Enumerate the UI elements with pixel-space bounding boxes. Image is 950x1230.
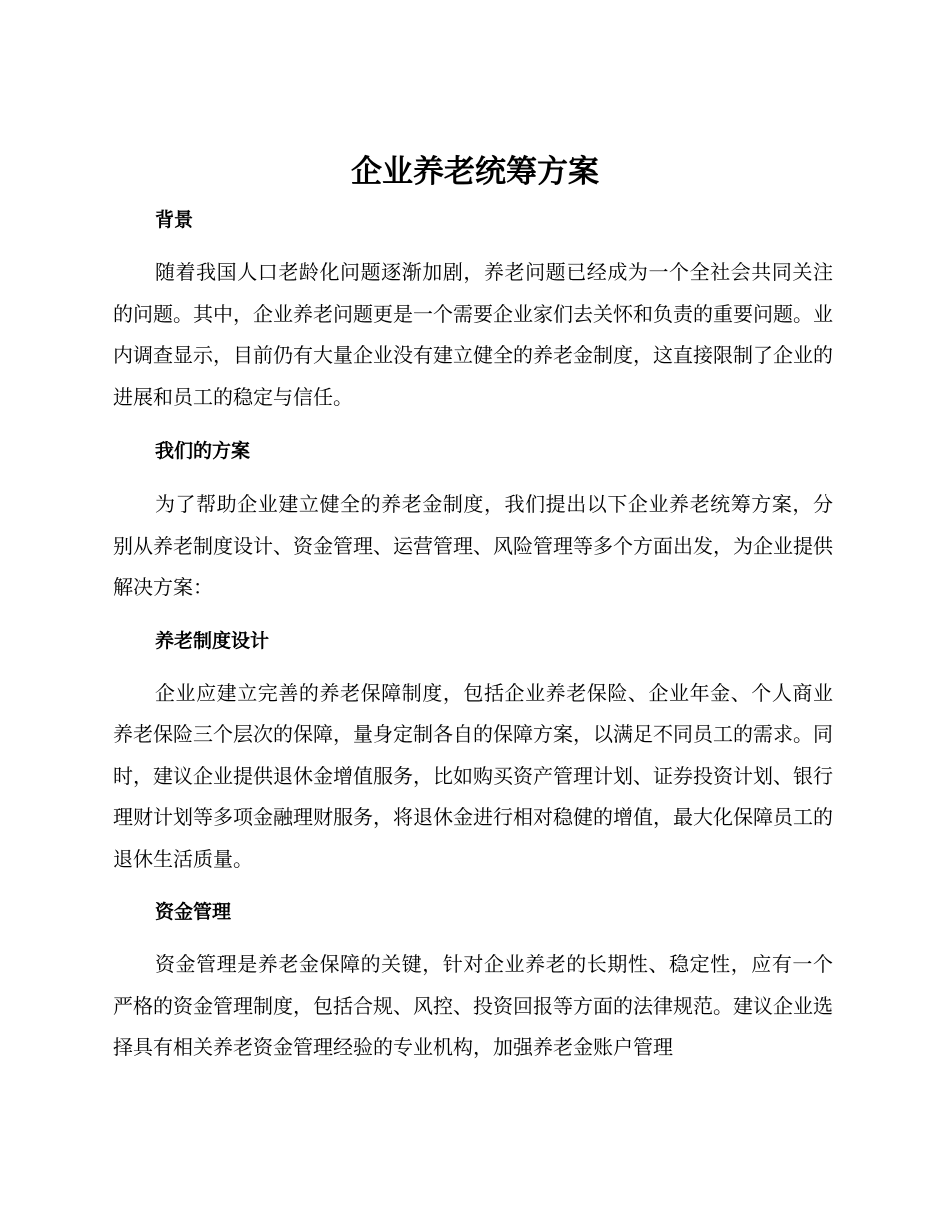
- section-paragraph-background: 随着我国人口老龄化问题逐渐加剧，养老问题已经成为一个全社会共同关注的问题。其中，企业养老问题更是一个需要企业家们去关怀和负责的重要问题。业内调查显示，目前仍有大量企业没有建立健全的养老金制度，这直接限制了企业的进展和员工的稳定与信任。: [113, 260, 833, 409]
- section-heading-fund-management: 资金管理: [155, 901, 232, 923]
- document-title: 企业养老统筹方案: [351, 154, 599, 190]
- section-heading-our-plan: 我们的方案: [155, 440, 251, 462]
- section-paragraph-pension-design: 企业应建立完善的养老保障制度，包括企业养老保险、企业年金、个人商业养老保险三个层次的保障，量身定制各自的保障方案，以满足不同员工的需求。同时，建议企业提供退休金增值服务，比如购买资产管理计划、证券投资计划、银行理财计划等多项金融理财服务，将退休金进行相对稳健的增值，最大化保障员工的退休生活质量。: [113, 680, 833, 871]
- section-paragraph-fund-management: 资金管理是养老金保障的关键，针对企业养老的长期性、稳定性，应有一个严格的资金管理制度，包括合规、风控、投资回报等方面的法律规范。建议企业选择具有相关养老资金管理经验的专业机构，加强养老金账户管理: [113, 952, 833, 1059]
- section-heading-pension-design: 养老制度设计: [155, 629, 270, 652]
- document-body: [113, 200, 833, 1069]
- section-paragraph-our-plan: 为了帮助企业建立健全的养老金制度，我们提出以下企业养老统筹方案，分别从养老制度设计、资金管理、运营管理、风险管理等多个方面出发，为企业提供解决方案：: [113, 492, 833, 599]
- section-heading-background: 背景: [155, 209, 194, 231]
